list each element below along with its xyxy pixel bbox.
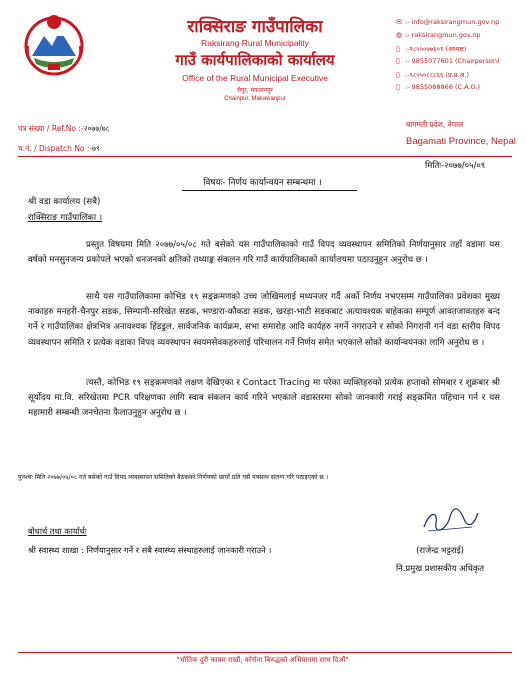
contact-phone-cao-np: ▯ :-९८५५०८८८६६ (प्र.प्र.अ.) bbox=[396, 71, 470, 79]
body-paragraph-1: प्रस्तुत विषयमा मिति २०७७/०५/०८ गते बसेको यस गाउँपालिकाको गाउँ विपद व्यवस्थापन समितिको निर्णयानुसार तहाँ वडामा यस वर्षको मनसुनजन्य प्रकोपले भएको धनजनको क्षतिको तथ्याङ्क संकलन गरि गाउँ कार्यपालिकाको कार्यालयमा पठाउनुहुन अनुरोध छ । bbox=[28, 240, 500, 266]
nepal-emblem bbox=[22, 12, 86, 78]
recipient-line-2: राक्सिराङ गाउँपालिका । bbox=[28, 213, 103, 223]
province-english: Bagamati Province, Nepal bbox=[406, 136, 516, 147]
signature bbox=[420, 505, 480, 535]
municipality-name-english: Raksirang Rural Municipality bbox=[201, 38, 309, 48]
phone-icon: ▯ bbox=[396, 45, 400, 53]
province-nepali: बागमती प्रदेश, नेपाल bbox=[406, 120, 464, 129]
subject-underline bbox=[182, 190, 357, 191]
office-name-nepali: गाउँ कार्यपालिकाको कार्यालय bbox=[175, 51, 335, 69]
cc-heading: बोधार्थ तथा कार्यार्थः bbox=[28, 526, 87, 536]
cc-line: श्री स्वास्थ्य शाखा : निर्णयानुसार गर्ने र सबै स्वास्थ्य संस्थाहरुलाई जानकारी गराउने । bbox=[28, 545, 272, 555]
globe-icon: ◍ bbox=[396, 31, 403, 39]
phone-icon: ▯ bbox=[396, 71, 400, 79]
contact-website: ◍ :- raksirangmun.gov.np bbox=[396, 31, 481, 39]
location-english: Chainpur, Makawanpur bbox=[224, 96, 286, 102]
header-divider bbox=[18, 156, 512, 157]
contact-email: ✉ :- info@raksirangmun.gov.np bbox=[396, 18, 500, 26]
letter-date: मितिः-२०७७/०५/०९ bbox=[425, 161, 486, 171]
location-nepali: चैपुर, मकवानपुर bbox=[237, 87, 273, 94]
contact-phone-chair-np: ▯ :-९८५५०७७६०१ (अध्यक्ष) bbox=[396, 45, 467, 53]
signatory-title: नि.प्रमुख प्रशासकीय अधिकृत bbox=[395, 563, 485, 573]
phone-icon: ▯ bbox=[396, 83, 400, 91]
signatory-name: (राजेन्द्र भट्टराई) bbox=[416, 545, 464, 555]
postscript: पुनश्चः मिति २०७७/०५/०८ गते बसेको गाउँ विपद व्यवस्थापन समितिको बैठकको निर्णयको छायाँ प्रति यसै पत्रसाथ संलग्न गरि पठाइएको छ । bbox=[18, 474, 329, 481]
contact-phone-chair-en: ▯ :- 9855077601 (Chairperson) bbox=[396, 57, 500, 65]
phone-icon: ▯ bbox=[396, 57, 400, 65]
ref-number: पत्र संख्या / Ref.No :-२०७७/७८ bbox=[18, 124, 110, 133]
footer-slogan: "भौतिक दुरी कायम राखौं, कोरोना बिरुद्धको अभियानमा साथ दिऔं" bbox=[176, 656, 349, 664]
municipality-name-nepali: राक्सिराङ गाउँपालिका bbox=[187, 17, 323, 37]
office-name-english: Office of the Rural Municipal Executive bbox=[182, 73, 328, 83]
body-paragraph-2: साथै यस गाउँपालिकामा कोभिड १९ सङ्क्रमणको उच्च जोखिमलाई मध्यनजर गर्दै अर्को निर्णय नभएसम्म गाउँपालिका प्रवेशका मुख्य नाकाहरु मनहरी-चैनपुर सडक, सिम्पानी-सरिखेत सडक, भण्डारा-कौकडा सडक, खरड़ा-भाटी सडकबाट अत्यावश्यक बाहेकका सम्पूर्ण आवतजावतहरु बन्द गर्ने र गाउँपालिका क्षेत्रभित्र अनावश्यक हिंडडुल, सार्वजनिक कार्यक्रम, सभा समारोह आदि कार्यहरु नगर्ने नगराउने र सोको निगरानी गर्न वडा स्तरीय विपद व्यवस्थापन समिति र प्रत्येक वडाका विपद व्यवस्थापन स्वयमसेवकहरुलाई परिचालन गर्ने निर्णय समेत भएकाले सोको कार्यान्वयनका लागि अनुरोध छ । bbox=[28, 292, 500, 348]
body-paragraph-3: त्यस्तै, कोभिड १९ सङ्क्रमणको लक्षण देखिएका र Contact Tracing मा परेका व्यक्तिहरुको प्रत्येक हप्ताको सोमबार र शुक्रबार श्री सूर्योदय मा.वि. सरिखेतमा PCR परिक्षणका लागि स्वाब संकलन कार्य गरिने भएकाले वडास्तरमा सोको जानकारी गराई सङ्क्रमित पहिचान गर्न र यस महामारी सम्बन्धी जनचेतना फैलाउनुहुन अनुरोध छ । bbox=[28, 378, 500, 419]
footer-divider bbox=[18, 652, 512, 653]
dispatch-number: च.नं. / Dispatch No :-७९ bbox=[18, 144, 100, 153]
subject-line: विषयः- निर्णय कार्यान्वयन सम्बन्धमा । bbox=[203, 178, 322, 188]
email-icon: ✉ bbox=[396, 18, 402, 26]
contact-phone-cao-en: ▯ :- 9855088866 (C.A.O.) bbox=[396, 83, 481, 91]
recipient-line-1: श्री वडा कार्यालय (सबै) bbox=[28, 197, 101, 207]
